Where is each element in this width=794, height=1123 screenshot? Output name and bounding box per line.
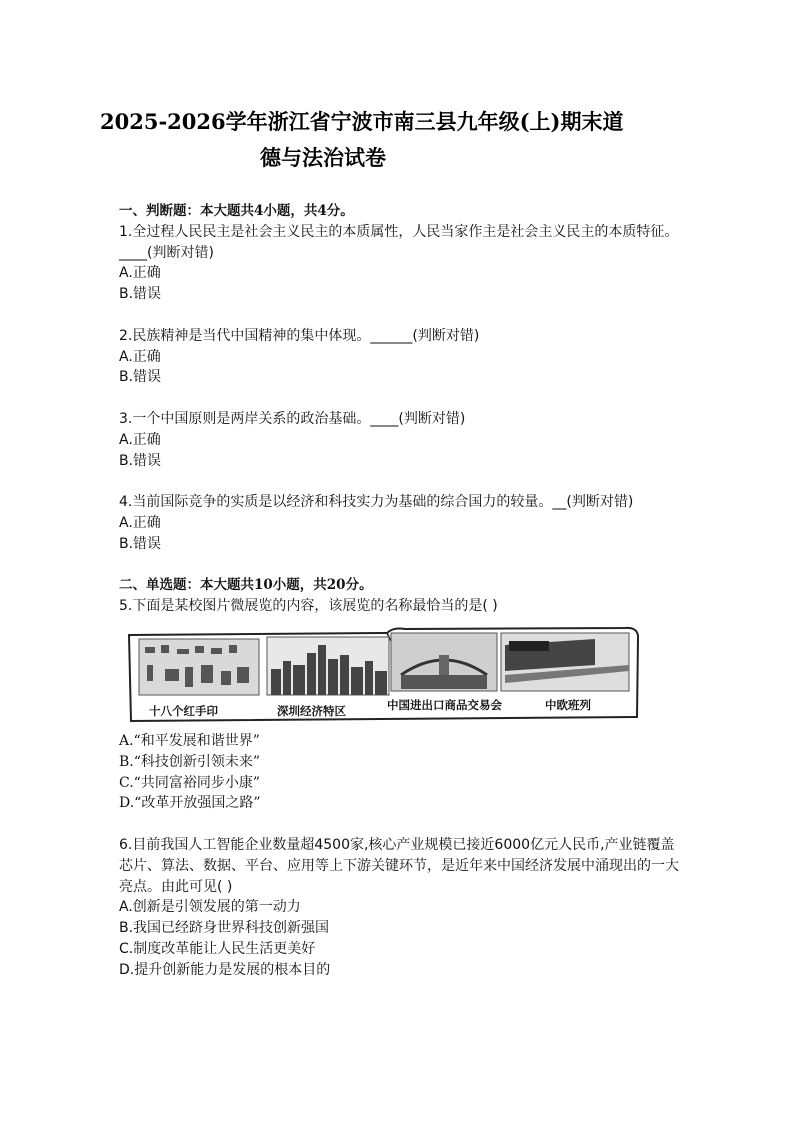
photo-caption-2: 深圳经济特区 — [277, 703, 346, 718]
option-d: D.提升创新能力是发展的根本目的 — [119, 961, 331, 978]
option-b: B.错误 — [119, 452, 162, 469]
question-5 — [119, 596, 679, 814]
option-a: A.创新是引领发展的第一动力 — [119, 899, 301, 916]
option-a: A.正确 — [119, 348, 161, 365]
exhibition-photo-strip — [125, 625, 643, 723]
exam-content — [119, 201, 679, 981]
option-a: A.“和平发展和谐世界” — [119, 732, 260, 749]
photo-caption-1: 十八个红手印 — [149, 703, 218, 718]
question-6 — [119, 835, 679, 981]
section-1-header: 一、判断题：本大题共4小题，共4分。 — [119, 203, 354, 219]
option-a: A.正确 — [119, 514, 161, 531]
photo-caption-3: 中国进出口商品交易会 — [387, 697, 502, 712]
option-a: A.正确 — [119, 431, 161, 448]
photo-caption-4: 中欧班列 — [545, 697, 591, 712]
option-b: B.“科技创新引领未来” — [119, 753, 261, 770]
option-d: D.“改革开放强国之路” — [119, 795, 261, 812]
option-b: B.错误 — [119, 535, 162, 552]
title-line-2: 德与法治试卷 — [260, 145, 386, 170]
question-4 — [119, 492, 679, 554]
option-c: C.“共同富裕同步小康” — [119, 774, 260, 791]
option-b: B.我国已经跻身世界科技创新强国 — [119, 920, 330, 937]
question-text: 1.全过程人民民主是社会主义民主的本质属性，人民当家作主是社会主义民主的本质特征。____(判断对错) — [119, 223, 679, 261]
question-text: 3.一个中国原则是两岸关系的政治基础。____(判断对错) — [119, 410, 466, 427]
section-2-header: 二、单选题：本大题共10小题，共20分。 — [119, 577, 373, 594]
question-1 — [119, 222, 679, 305]
option-c: C.制度改革能让人民生活更美好 — [119, 940, 316, 957]
question-text: 4.当前国际竞争的实质是以经济和科技实力为基础的综合国力的较量。__(判断对错) — [119, 494, 634, 511]
question-text: 6.目前我国人工智能企业数量超4500家,核心产业规模已接近6000亿元人民币,产业链覆盖芯片、算法、数据、平台、应用等上下游关键环节，是近年来中国经济发展中涌现出的一大亮点。由此可见( ) — [119, 836, 679, 895]
option-b: B.错误 — [119, 369, 162, 386]
question-3 — [119, 409, 679, 471]
exam-title — [100, 104, 700, 176]
question-2 — [119, 326, 679, 388]
question-text: 2.民族精神是当代中国精神的集中体现。______(判断对错) — [119, 327, 480, 344]
title-line-1: 2025-2026学年浙江省宁波市南三县九年级(上)期末道 — [100, 109, 624, 134]
option-a: A.正确 — [119, 265, 161, 282]
question-text: 5.下面是某校图片微展览的内容，该展览的名称最恰当的是( ) — [119, 598, 498, 615]
option-b: B.错误 — [119, 286, 162, 303]
